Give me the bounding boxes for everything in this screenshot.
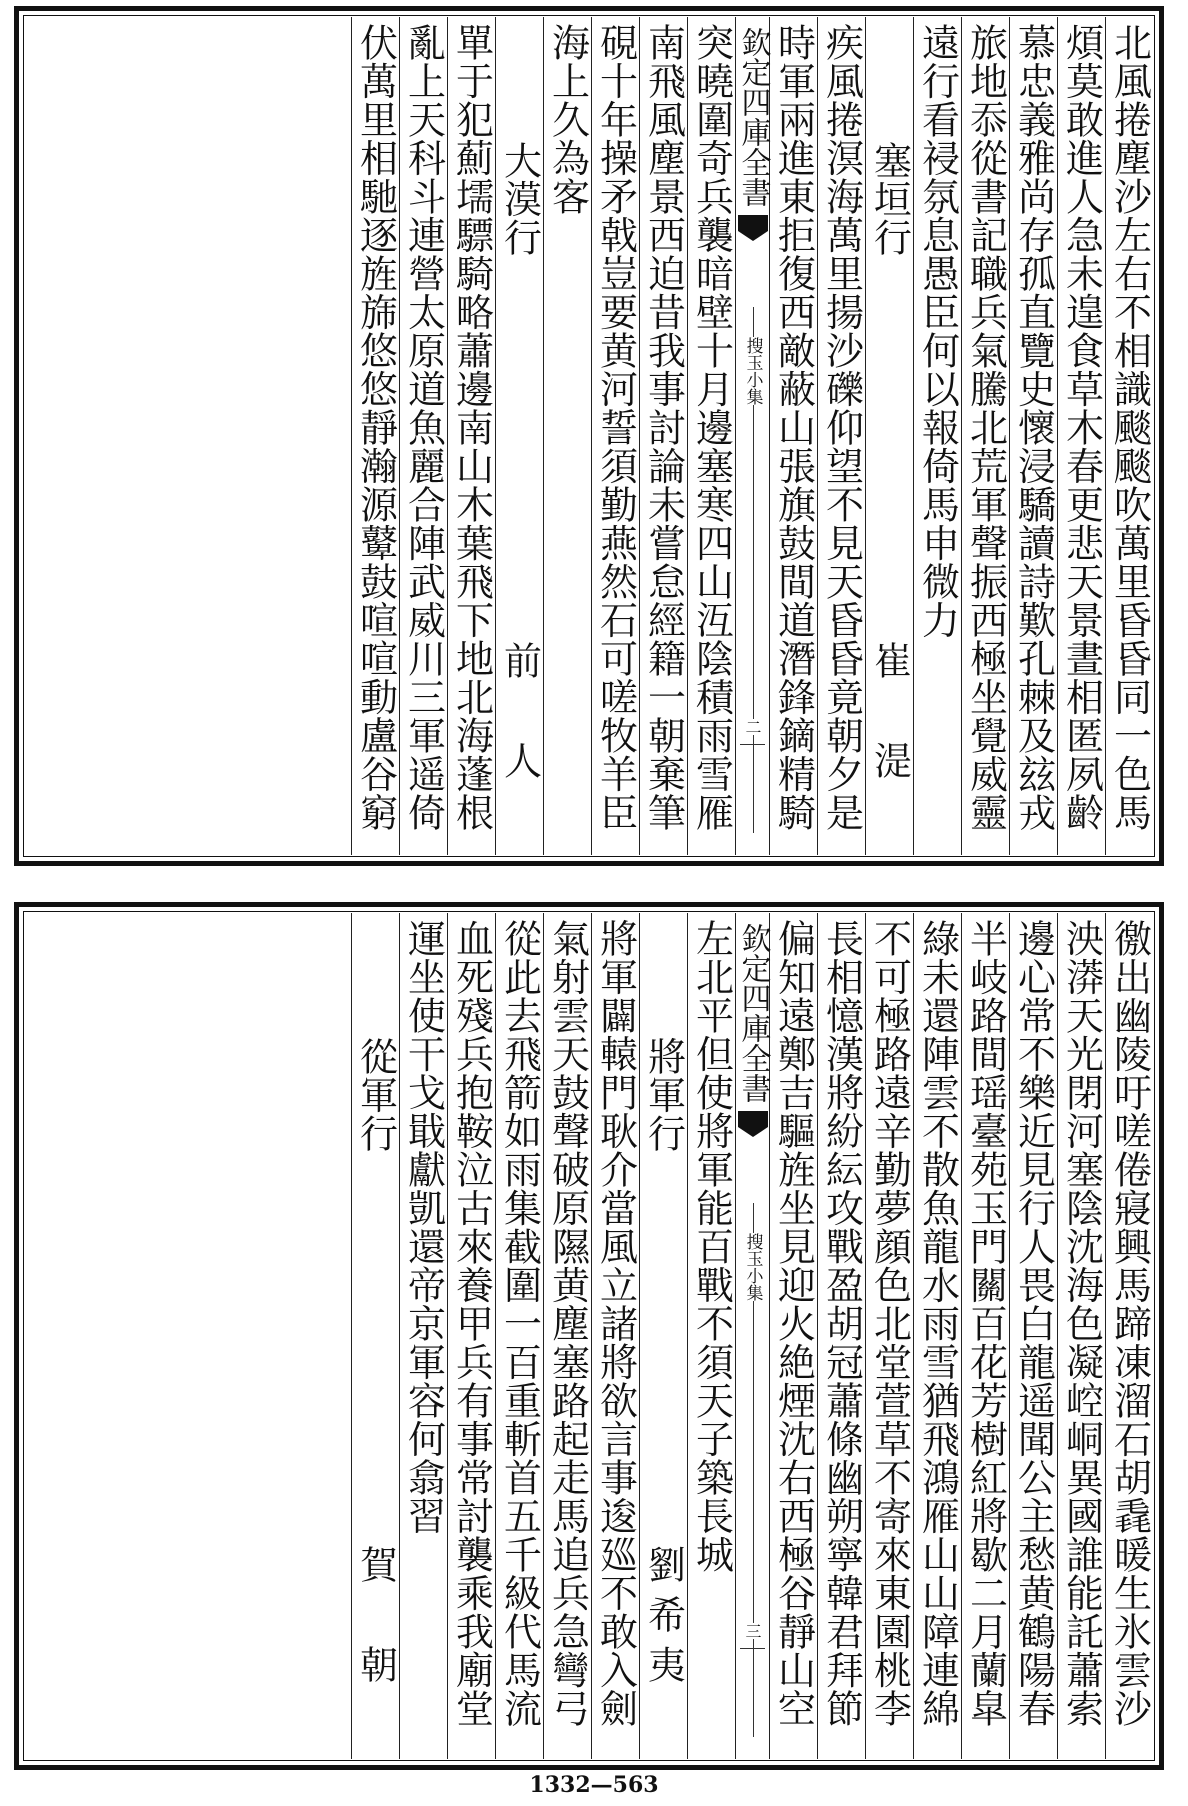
text-column <box>639 913 687 1759</box>
text-column <box>1009 913 1057 1759</box>
text-column <box>351 913 399 1759</box>
text-column <box>817 913 865 1759</box>
text-column <box>913 913 961 1759</box>
text-column <box>399 17 447 855</box>
poem-title: 將軍行 <box>641 1037 686 1153</box>
column-text: 慕忠義雅尚存孤直覽史懷浸驕讀詩歎孔棘及玆戎 <box>1011 23 1056 832</box>
column-text: 伏萬里相馳逐旌旆悠悠靜瀚源鼙鼓喧喧動盧谷窮 <box>353 23 398 832</box>
column-text: 泱漭天光閉河塞陰沈海色凝崆峒異國誰能託蕭索 <box>1059 919 1104 1728</box>
column-text: 北風捲塵沙左右不相識颷颷吹萬里昏昏同一色馬 <box>1107 23 1152 832</box>
column-text: 單于犯薊壖驃騎略蕭邊南山木葉飛下地北海蓬根 <box>449 23 494 832</box>
collection-name: 搜玉小集 <box>742 1233 763 1301</box>
page-footer-number: 1332—563 <box>529 1772 659 1798</box>
column-text: 海上久為客 <box>545 23 590 216</box>
fishtail-mark-icon <box>738 1111 768 1139</box>
text-column <box>351 17 399 855</box>
column-text: 左北平但使將軍能百戰不須天子築長城 <box>689 919 734 1574</box>
top-page <box>14 6 1164 866</box>
column-text: 硯十年操矛戟豈要黄河誓須勤燕然石可嗟牧羊臣 <box>593 23 638 832</box>
column-text: 綠未還陣雲不散魚龍水雨雪猶飛鴻雁山山障連綿 <box>915 919 960 1728</box>
column-text: 突曉圍奇兵襲暗壁十月邊塞寒四山沍陰積雨雪雁 <box>689 23 734 832</box>
column-text: 半岐路間瑶臺苑玉門關百花芳樹紅將歇二月蘭皐 <box>963 919 1008 1728</box>
text-column <box>543 913 591 1759</box>
text-column <box>817 17 865 855</box>
text-column <box>1009 17 1057 855</box>
column-text: 南飛風塵景西迫昔我事討論未嘗怠經籍一朝棄筆 <box>641 23 686 832</box>
column-text: 時軍兩進東拒復西敵蔽山張旗鼓間道潛鋒鏑精騎 <box>771 23 816 832</box>
column-text: 偏知遠鄭吉驅旌坐見迎火絶煙沈右西極谷靜山空 <box>771 919 816 1728</box>
text-column <box>687 17 735 855</box>
center-gutter <box>735 17 769 855</box>
text-column <box>769 913 817 1759</box>
center-gutter <box>735 913 769 1759</box>
leaf-page-number: 二 <box>743 719 762 735</box>
text-column <box>543 17 591 855</box>
gutter-divider <box>740 1648 765 1649</box>
book-title: 欽定四庫全書 <box>735 27 771 207</box>
column-text: 血死殘兵抱鞍泣古來養甲兵有事常討襲乘我廟堂 <box>449 919 494 1728</box>
poem-author: 劉希夷 <box>641 1545 686 1695</box>
text-column <box>913 17 961 855</box>
poem-author: 前 人 <box>497 641 542 791</box>
column-text: 疾風捲溟海萬里揚沙礫仰望不見天昏昏竟朝夕是 <box>819 23 864 832</box>
column-text: 亂上天科斗連營太原道魚麗合陣武威川三軍遥倚 <box>401 23 446 832</box>
text-column <box>865 913 913 1759</box>
text-column <box>495 913 543 1759</box>
column-text: 從此去飛箭如雨集截圍一百重斬首五千級代馬流 <box>497 919 542 1728</box>
text-column <box>1105 913 1153 1759</box>
poem-author: 賀 朝 <box>353 1545 398 1695</box>
top-columns <box>25 17 1153 855</box>
poem-title: 塞垣行 <box>867 141 912 257</box>
column-text: 將軍闢轅門耿介當風立諸將欲言事逡廵不敢入劍 <box>593 919 638 1728</box>
column-text: 運坐使干戈戢獻凱還帝京軍容何翕習 <box>401 919 446 1535</box>
text-column <box>1057 913 1105 1759</box>
bottom-columns <box>25 913 1153 1759</box>
text-column <box>399 913 447 1759</box>
text-column <box>447 17 495 855</box>
column-text: 長相憶漢將紛紜攻戰盈胡冠蕭條幽朔寧韓君拜節 <box>819 919 864 1728</box>
column-text: 徼出幽陵吁嗟倦寢興馬蹄凍溜石胡毳暖生氷雲沙 <box>1107 919 1152 1728</box>
column-text: 不可極路遠辛勤夢顔色北堂萱草不寄來東園桃李 <box>867 919 912 1728</box>
poem-author: 崔 湜 <box>867 641 912 791</box>
text-column <box>639 17 687 855</box>
column-text: 氣射雲天鼓聲破原隰黄塵塞路起走馬追兵急彎弓 <box>545 919 590 1728</box>
column-text: 邊心常不樂近見行人畏白龍遥聞公主愁黄鶴陽春 <box>1011 919 1056 1728</box>
text-column <box>495 17 543 855</box>
text-column <box>1057 17 1105 855</box>
text-column <box>687 913 735 1759</box>
text-column <box>1105 17 1153 855</box>
collection-name: 搜玉小集 <box>742 337 763 405</box>
bottom-page <box>14 902 1164 1770</box>
column-text: 遠行看祲氛息愚臣何以報倚馬申微力 <box>915 23 960 639</box>
text-column <box>961 17 1009 855</box>
text-column <box>591 913 639 1759</box>
gutter-divider <box>740 744 765 745</box>
poem-title: 從軍行 <box>353 1037 398 1153</box>
text-column <box>447 913 495 1759</box>
text-column <box>769 17 817 855</box>
text-column <box>591 17 639 855</box>
fishtail-mark-icon <box>738 215 768 243</box>
text-column <box>865 17 913 855</box>
book-title: 欽定四庫全書 <box>735 923 771 1103</box>
poem-title: 大漠行 <box>497 141 542 257</box>
text-column <box>961 913 1009 1759</box>
column-text: 煩莫敢進人急未遑食草木春更悲天景晝相匿夙齡 <box>1059 23 1104 832</box>
column-text: 旅地忝從書記職兵氣騰北荒軍聲振西極坐覺威靈 <box>963 23 1008 832</box>
leaf-page-number: 三 <box>743 1623 762 1639</box>
